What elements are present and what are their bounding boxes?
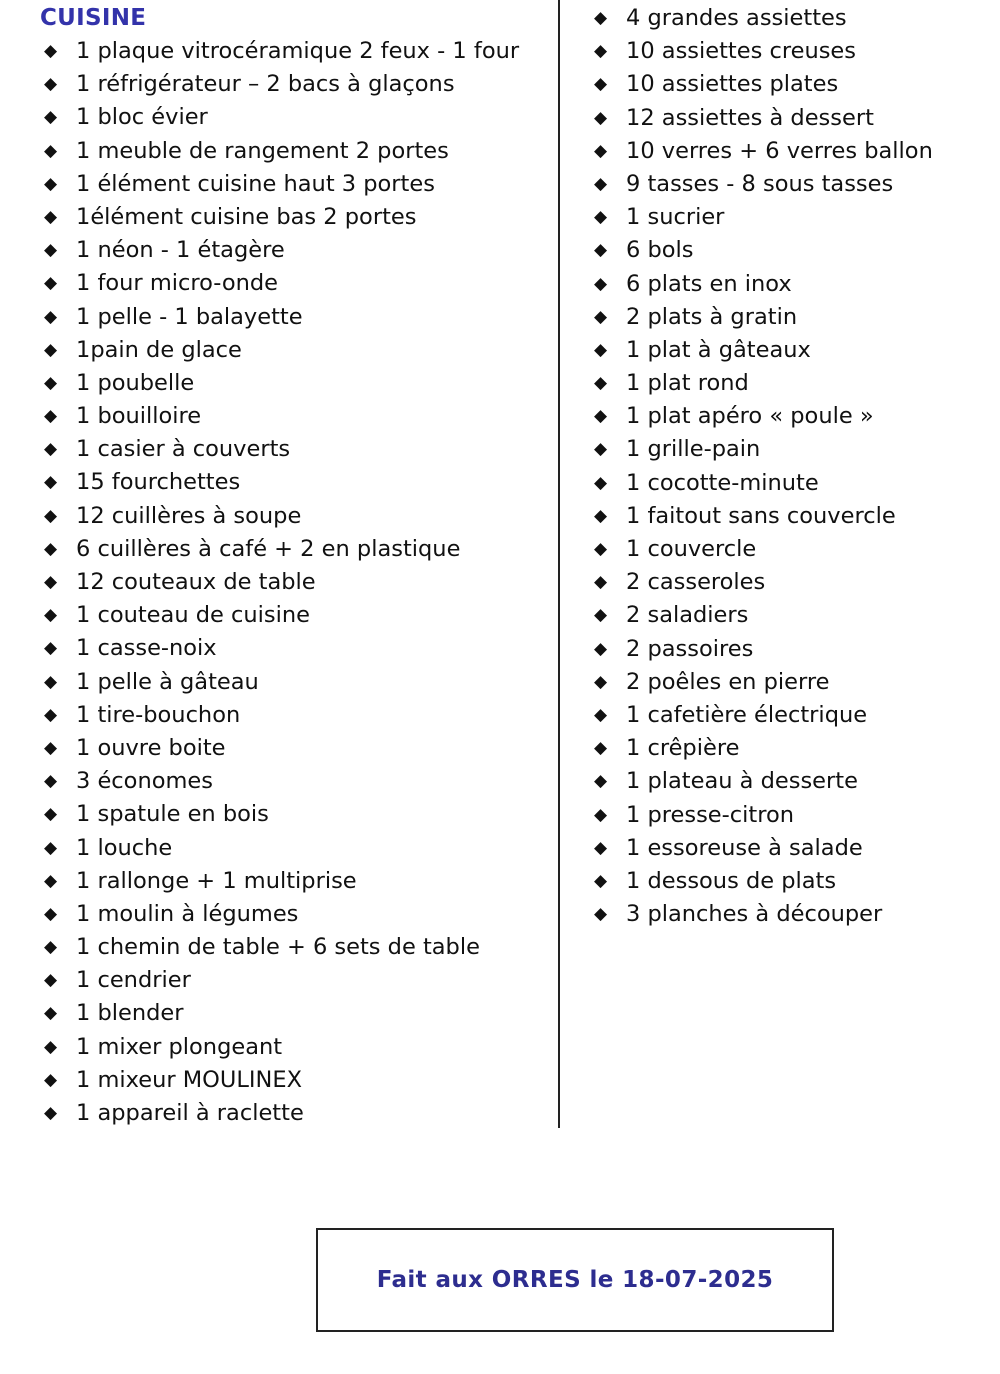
diamond-icon: ◆	[594, 8, 608, 28]
item-label: 1 plat rond	[626, 370, 749, 397]
list-item	[594, 3, 994, 36]
item-label: 1 chemin de table + 6 sets de table	[76, 934, 480, 961]
item-label: 15 fourchettes	[76, 469, 241, 496]
list-item	[44, 335, 549, 368]
diamond-icon: ◆	[44, 74, 58, 95]
list-item	[594, 269, 994, 302]
diamond-icon: ◆	[594, 605, 608, 626]
diamond-icon: ◆	[44, 472, 58, 493]
item-label: 1 bloc évier	[76, 104, 208, 131]
list-item	[44, 202, 549, 235]
item-label: 1 appareil à raclette	[76, 1100, 304, 1126]
diamond-icon: ◆	[594, 439, 608, 460]
diamond-icon: ◆	[594, 207, 608, 228]
list-item	[44, 401, 549, 434]
footer-text: Fait aux ORRES le 18-07-2025	[376, 1267, 774, 1293]
item-label: 9 tasses - 8 sous tasses	[626, 170, 894, 197]
list-item	[44, 633, 549, 666]
item-label: 1 dessous de plats	[626, 867, 837, 894]
item-label: 6 cuillères à café + 2 en plastique	[76, 535, 461, 562]
item-label: 3 économes	[76, 768, 213, 795]
item-label: 3 planches à découper	[626, 901, 883, 928]
list-item	[44, 36, 549, 69]
item-label: 2 poêles en pierre	[626, 668, 830, 695]
diamond-icon: ◆	[594, 140, 608, 161]
list-item	[44, 600, 549, 633]
list-item	[44, 932, 549, 965]
list-item	[44, 667, 549, 700]
diamond-icon: ◆	[44, 538, 58, 559]
diamond-icon: ◆	[44, 704, 58, 725]
item-label: 1 poubelle	[76, 369, 195, 396]
list-item	[44, 434, 549, 467]
diamond-icon: ◆	[594, 771, 608, 792]
item-label: 1 plat à gâteaux	[626, 336, 811, 363]
diamond-icon: ◆	[594, 539, 608, 559]
item-label: 1élément cuisine bas 2 portes	[76, 203, 417, 230]
item-label: 1 plateau à desserte	[626, 768, 858, 795]
list-item	[594, 368, 994, 401]
list-item	[594, 335, 994, 368]
list-item	[44, 169, 549, 202]
diamond-icon: ◆	[594, 505, 608, 526]
list-item	[594, 69, 994, 102]
list-item	[594, 833, 994, 866]
diamond-icon: ◆	[44, 870, 58, 891]
diamond-icon: ◆	[44, 1069, 58, 1090]
item-label: 1 couteau de cuisine	[76, 602, 310, 629]
item-label: 1 cafetière électrique	[626, 701, 868, 728]
diamond-icon: ◆	[44, 107, 58, 128]
list-item	[594, 202, 994, 235]
item-label: 6 plats en inox	[626, 270, 792, 297]
item-label: 1 élément cuisine haut 3 portes	[76, 170, 435, 197]
diamond-icon: ◆	[44, 439, 58, 460]
item-label: 1 moulin à légumes	[76, 900, 299, 927]
diamond-icon: ◆	[594, 638, 608, 659]
list-item	[594, 169, 994, 202]
diamond-icon: ◆	[594, 339, 608, 360]
item-label: 1 pelle - 1 balayette	[76, 303, 303, 330]
diamond-icon: ◆	[44, 173, 58, 194]
column-divider	[558, 0, 560, 1128]
diamond-icon: ◆	[44, 737, 58, 758]
item-label: 1 plaque vitrocéramique 2 feux - 1 four	[76, 38, 520, 64]
list-item	[594, 468, 994, 501]
item-label: 10 verres + 6 verres ballon	[626, 137, 933, 164]
diamond-icon: ◆	[594, 41, 608, 62]
diamond-icon: ◆	[594, 837, 608, 858]
item-label: 1 essoreuse à salade	[626, 834, 863, 861]
list-item	[44, 1065, 549, 1098]
diamond-icon: ◆	[44, 240, 58, 261]
item-label: 2 casseroles	[626, 569, 766, 596]
diamond-icon: ◆	[44, 372, 58, 393]
list-item	[44, 866, 549, 899]
diamond-icon: ◆	[594, 704, 608, 725]
item-label: 1 casse-noix	[76, 635, 217, 662]
list-item	[44, 136, 549, 169]
diamond-icon: ◆	[44, 572, 58, 592]
list-item	[594, 733, 994, 766]
item-label: 1 louche	[76, 834, 173, 861]
list-item	[44, 998, 549, 1031]
diamond-icon: ◆	[44, 804, 58, 825]
diamond-icon: ◆	[44, 937, 58, 958]
diamond-icon: ◆	[44, 339, 58, 360]
list-item	[44, 799, 549, 832]
diamond-icon: ◆	[594, 904, 608, 925]
list-item	[44, 567, 549, 600]
list-item	[594, 766, 994, 799]
diamond-icon: ◆	[44, 970, 58, 991]
diamond-icon: ◆	[594, 273, 608, 294]
list-item	[594, 700, 994, 733]
diamond-icon: ◆	[594, 870, 608, 891]
item-label: 12 couteaux de table	[76, 569, 316, 595]
section-heading: CUISINE	[40, 5, 147, 31]
item-label: 10 assiettes creuses	[626, 38, 856, 65]
list-item	[594, 36, 994, 69]
list-item	[594, 667, 994, 700]
right-item-list	[594, 3, 994, 932]
item-label: 1 mixeur MOULINEX	[76, 1066, 302, 1093]
list-item	[44, 833, 549, 866]
list-item	[44, 733, 549, 766]
item-label: 1 meuble de rangement 2 portes	[76, 137, 449, 164]
item-label: 1 cocotte-minute	[626, 469, 819, 496]
list-item	[44, 965, 549, 998]
diamond-icon: ◆	[594, 671, 608, 692]
list-item	[594, 866, 994, 899]
diamond-icon: ◆	[44, 1103, 58, 1123]
diamond-icon: ◆	[594, 572, 608, 593]
item-label: 2 plats à gratin	[626, 303, 798, 330]
list-item	[594, 634, 994, 667]
diamond-icon: ◆	[594, 173, 608, 194]
diamond-icon: ◆	[44, 41, 58, 61]
item-label: 10 assiettes plates	[626, 71, 839, 98]
list-item	[594, 235, 994, 268]
item-label: 1 blender	[76, 1000, 184, 1027]
diamond-icon: ◆	[44, 771, 58, 792]
list-item	[44, 700, 549, 733]
item-label: 1 ouvre boite	[76, 734, 226, 761]
diamond-icon: ◆	[594, 74, 608, 95]
item-label: 1 rallonge + 1 multiprise	[76, 867, 357, 894]
list-item	[594, 103, 994, 136]
diamond-icon: ◆	[44, 1036, 58, 1057]
list-item	[594, 302, 994, 335]
list-item	[44, 69, 549, 102]
list-item	[44, 1032, 549, 1065]
diamond-icon: ◆	[44, 605, 58, 626]
list-item	[44, 1098, 549, 1131]
item-label: 1 crêpière	[626, 735, 740, 762]
diamond-icon: ◆	[594, 804, 608, 825]
item-label: 1 grille-pain	[626, 436, 761, 463]
item-label: 1 pelle à gâteau	[76, 668, 259, 695]
diamond-icon: ◆	[44, 903, 58, 924]
list-item	[44, 501, 549, 534]
list-item	[44, 368, 549, 401]
list-item	[594, 434, 994, 467]
diamond-icon: ◆	[594, 738, 608, 759]
list-item	[594, 600, 994, 633]
left-item-list	[44, 36, 549, 1131]
item-label: 1 spatule en bois	[76, 801, 269, 828]
item-label: 1 couvercle	[626, 536, 757, 562]
diamond-icon: ◆	[594, 240, 608, 261]
diamond-icon: ◆	[594, 472, 608, 493]
diamond-icon: ◆	[44, 206, 58, 227]
diamond-icon: ◆	[44, 140, 58, 161]
list-item	[594, 800, 994, 833]
list-item	[44, 467, 549, 500]
list-item	[44, 534, 549, 567]
item-label: 1 néon - 1 étagère	[76, 237, 285, 264]
diamond-icon: ◆	[594, 306, 608, 327]
item-label: 1 cendrier	[76, 967, 191, 994]
item-label: 1 plat apéro « poule »	[626, 403, 874, 430]
list-item	[594, 899, 994, 932]
list-item	[594, 534, 994, 567]
list-item	[594, 501, 994, 534]
list-item	[44, 766, 549, 799]
item-label: 1pain de glace	[76, 336, 242, 363]
diamond-icon: ◆	[44, 406, 58, 427]
item-label: 1 bouilloire	[76, 403, 202, 430]
diamond-icon: ◆	[594, 107, 608, 128]
item-label: 12 assiettes à dessert	[626, 104, 874, 131]
footer-box	[316, 1228, 834, 1332]
item-label: 1 sucrier	[626, 204, 725, 231]
list-item	[44, 235, 549, 268]
list-item	[44, 899, 549, 932]
item-label: 1 tire-bouchon	[76, 701, 241, 728]
diamond-icon: ◆	[44, 671, 58, 692]
diamond-icon: ◆	[44, 273, 58, 294]
item-label: 1 casier à couverts	[76, 436, 291, 463]
item-label: 1 presse-citron	[626, 801, 794, 828]
item-label: 1 four micro-onde	[76, 270, 278, 297]
diamond-icon: ◆	[594, 373, 608, 394]
diamond-icon: ◆	[44, 505, 58, 526]
list-item	[44, 102, 549, 135]
diamond-icon: ◆	[594, 406, 608, 427]
list-item	[594, 136, 994, 169]
item-label: 1 réfrigérateur – 2 bacs à glaçons	[76, 71, 455, 98]
diamond-icon: ◆	[44, 638, 58, 659]
list-item	[594, 567, 994, 600]
item-label: 1 faitout sans couvercle	[626, 502, 896, 529]
item-label: 12 cuillères à soupe	[76, 502, 302, 529]
diamond-icon: ◆	[44, 306, 58, 327]
list-item	[44, 302, 549, 335]
diamond-icon: ◆	[44, 837, 58, 858]
item-label: 4 grandes assiettes	[626, 5, 847, 31]
item-label: 1 mixer plongeant	[76, 1033, 283, 1060]
item-label: 2 passoires	[626, 635, 754, 662]
item-label: 6 bols	[626, 237, 694, 264]
diamond-icon: ◆	[44, 1003, 58, 1024]
list-item	[44, 268, 549, 301]
item-label: 2 saladiers	[626, 602, 749, 629]
list-item	[594, 401, 994, 434]
